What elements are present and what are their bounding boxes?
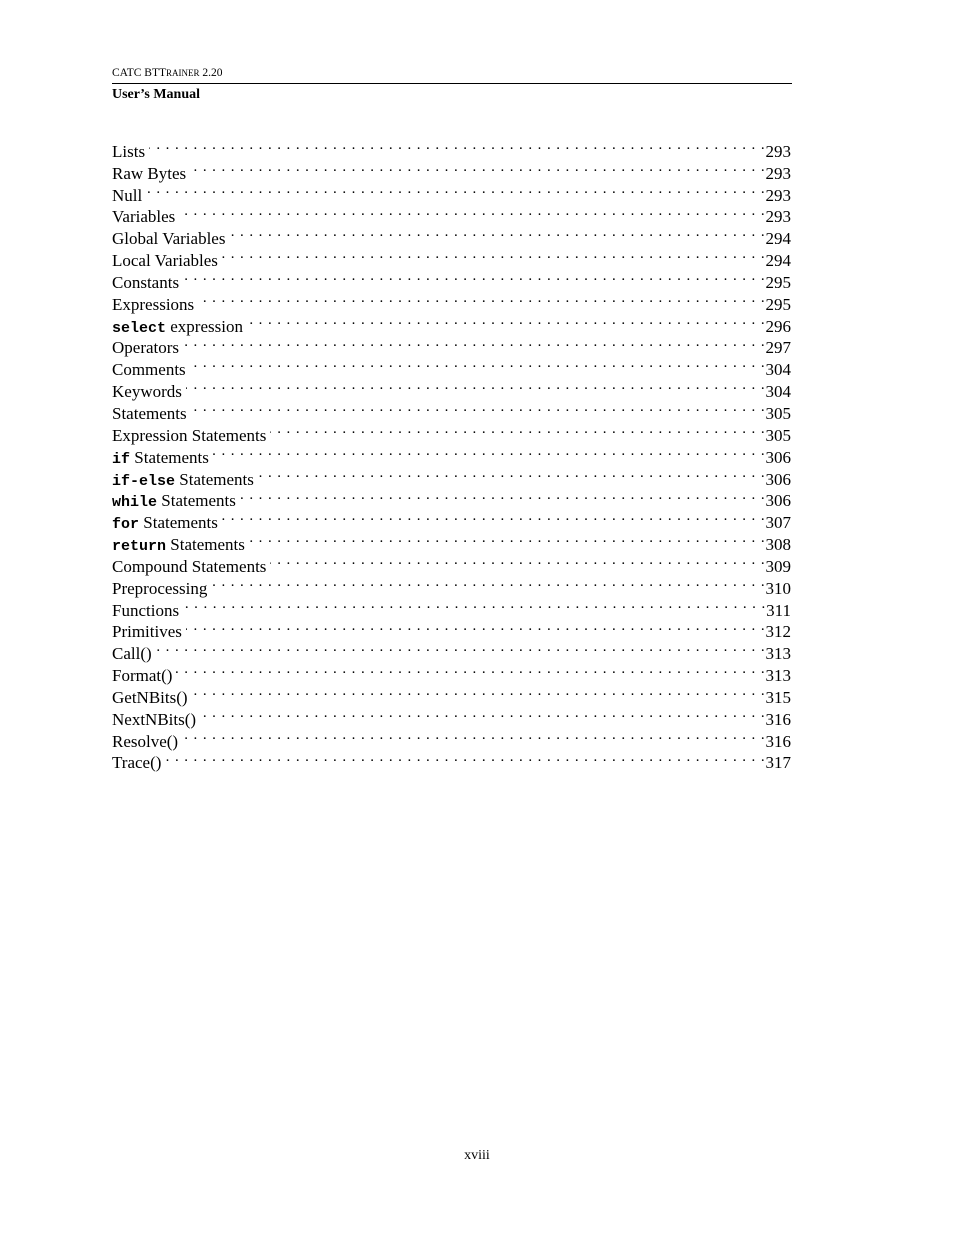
toc-entry-page: 311	[766, 600, 791, 620]
toc-entry-text: expression	[166, 316, 243, 336]
toc-entry-label	[112, 752, 165, 774]
dot-leader	[192, 681, 766, 703]
toc-entry-text: Primitives	[112, 622, 182, 642]
dot-leader	[213, 441, 766, 463]
toc-entry-label	[112, 359, 190, 381]
toc-entry-text: Statements	[112, 403, 187, 423]
toc-entry-page: 293	[765, 185, 791, 205]
product-version: 2.20	[199, 67, 223, 79]
table-of-contents	[112, 135, 791, 773]
toc-entry-text: Lists	[112, 141, 146, 161]
toc-entry-text: Statements	[175, 469, 254, 489]
dot-leader	[149, 135, 765, 157]
dot-leader	[247, 310, 766, 332]
toc-entry[interactable]	[112, 397, 791, 423]
toc-entry-text: Statements	[166, 535, 245, 555]
toc-entry-page: 296	[765, 316, 791, 336]
product-smallcaps: RAINER	[166, 68, 200, 78]
toc-entry-text: Variables	[112, 207, 176, 227]
toc-entry[interactable]	[112, 572, 791, 598]
toc-entry-label	[112, 141, 149, 163]
toc-entry-page: 313	[765, 644, 791, 664]
toc-entry-label	[112, 228, 229, 250]
toc-entry[interactable]	[112, 747, 791, 773]
manual-title: User’s Manual	[112, 87, 201, 102]
dot-leader	[183, 332, 765, 354]
toc-entry-page: 307	[765, 513, 791, 533]
toc-entry-label	[112, 381, 186, 403]
dot-leader	[249, 528, 766, 550]
toc-entry[interactable]	[112, 288, 791, 314]
dot-leader	[211, 572, 765, 594]
page-number: xviii	[464, 1148, 490, 1163]
toc-entry-label	[112, 272, 183, 294]
toc-entry-code: select	[112, 319, 167, 337]
toc-entry-text: GetNBits()	[112, 687, 188, 707]
dot-leader	[186, 616, 766, 638]
toc-entry-page: 306	[765, 447, 791, 467]
dot-leader	[222, 244, 766, 266]
toc-entry-code: while	[112, 494, 158, 512]
toc-entry-text: Global Variables	[112, 229, 226, 249]
toc-entry-page: 295	[765, 294, 791, 314]
toc-entry[interactable]	[112, 594, 791, 620]
dot-leader	[258, 463, 766, 485]
toc-entry-page: 294	[765, 229, 791, 249]
toc-entry-code: if	[112, 450, 131, 468]
dot-leader	[222, 506, 766, 528]
toc-entry-text: Call()	[112, 644, 152, 664]
toc-entry-label	[112, 185, 146, 207]
toc-entry[interactable]	[112, 681, 791, 707]
toc-entry-page: 304	[765, 382, 791, 402]
toc-entry-text: Raw Bytes	[112, 163, 187, 183]
dot-leader	[182, 725, 765, 747]
header-rule	[112, 83, 792, 84]
toc-entry-label	[112, 294, 198, 316]
toc-entry-page: 316	[765, 731, 791, 751]
toc-entry-text: Statements	[139, 513, 218, 533]
toc-entry-text: Statements	[157, 491, 236, 511]
toc-entry[interactable]	[112, 135, 791, 161]
toc-entry-page: 294	[765, 251, 791, 271]
toc-entry-page: 306	[765, 491, 791, 511]
toc-entry[interactable]	[112, 463, 791, 490]
toc-entry-page: 304	[765, 360, 791, 380]
dot-leader	[240, 485, 766, 507]
toc-entry[interactable]	[112, 725, 791, 751]
toc-entry-page: 309	[765, 556, 791, 576]
product-name	[112, 66, 792, 80]
toc-entry-page: 306	[765, 469, 791, 489]
dot-leader	[270, 419, 765, 441]
toc-entry-page: 293	[765, 141, 791, 161]
toc-entry-text: Operators	[112, 338, 180, 358]
toc-entry-text: Trace()	[112, 753, 162, 773]
toc-entry[interactable]	[112, 659, 791, 686]
toc-entry-label	[112, 403, 191, 425]
toc-entry-text: NextNBits()	[112, 709, 197, 729]
toc-entry-label	[112, 643, 156, 665]
toc-entry-label	[112, 512, 222, 536]
dot-leader	[200, 703, 765, 725]
toc-entry[interactable]	[112, 703, 791, 729]
product-prefix: CATC BTT	[112, 67, 166, 79]
dot-leader	[165, 747, 765, 769]
toc-entry-label	[112, 469, 258, 493]
toc-entry-label	[112, 534, 249, 558]
toc-entry-page: 313	[765, 666, 791, 686]
toc-entry[interactable]	[112, 179, 791, 205]
toc-entry-code: return	[112, 538, 167, 556]
toc-entry-page: 312	[765, 622, 791, 642]
dot-leader	[186, 375, 766, 397]
toc-entry-page: 308	[765, 535, 791, 555]
dot-leader	[190, 157, 765, 179]
toc-entry-text: Functions	[112, 600, 180, 620]
toc-entry-text: Preprocessing	[112, 578, 208, 598]
toc-entry[interactable]	[112, 201, 791, 227]
toc-entry-label	[112, 665, 176, 687]
toc-entry-page: 293	[765, 207, 791, 227]
toc-entry[interactable]	[112, 441, 791, 468]
dot-leader	[183, 594, 766, 616]
dot-leader	[183, 266, 765, 288]
toc-entry-page: 316	[765, 709, 791, 729]
toc-entry-label	[112, 206, 179, 228]
toc-entry-text: Expressions	[112, 294, 195, 314]
dot-leader	[190, 353, 766, 375]
toc-entry-label	[112, 337, 183, 359]
toc-entry-text: Format()	[112, 666, 173, 686]
toc-entry-page: 317	[765, 753, 791, 773]
dot-leader	[229, 222, 765, 244]
dot-leader	[191, 397, 766, 419]
running-header	[112, 66, 792, 103]
dot-leader	[156, 637, 766, 659]
toc-entry-page: 293	[765, 163, 791, 183]
toc-entry-page: 305	[765, 403, 791, 423]
toc-entry-code: for	[112, 516, 140, 534]
toc-entry-text: Constants	[112, 272, 180, 292]
toc-entry-text: Local Variables	[112, 251, 218, 271]
toc-entry-label	[112, 687, 192, 709]
toc-entry[interactable]	[112, 332, 791, 358]
toc-entry[interactable]	[112, 637, 791, 664]
toc-entry-page: 315	[765, 687, 791, 707]
toc-entry[interactable]	[112, 266, 791, 292]
toc-entry-label	[112, 490, 240, 514]
dot-leader	[198, 288, 765, 310]
toc-entry[interactable]	[112, 157, 791, 183]
toc-entry[interactable]	[112, 375, 791, 402]
dot-leader	[270, 550, 765, 572]
toc-entry[interactable]	[112, 616, 791, 642]
toc-entry-text: Compound Statements	[112, 556, 267, 576]
dot-leader	[176, 659, 765, 681]
toc-entry-text: Resolve()	[112, 731, 179, 751]
toc-entry-page: 295	[765, 272, 791, 292]
toc-entry-code: if-else	[112, 472, 176, 490]
toc-entry-text: Null	[112, 185, 143, 205]
toc-entry[interactable]	[112, 353, 791, 380]
toc-entry-page: 305	[765, 425, 791, 445]
toc-entry-page: 310	[765, 578, 791, 598]
toc-entry-text: Keywords	[112, 382, 182, 402]
toc-entry[interactable]	[112, 419, 791, 445]
toc-entry-label	[112, 447, 213, 471]
toc-entry[interactable]	[112, 222, 791, 249]
dot-leader	[179, 201, 765, 223]
toc-entry-label	[112, 600, 183, 622]
dot-leader	[146, 179, 765, 201]
toc-entry-page: 297	[765, 338, 791, 358]
toc-entry-text: Statements	[130, 447, 209, 467]
toc-entry[interactable]	[112, 310, 791, 337]
toc-entry-text: Comments	[112, 360, 186, 380]
toc-entry-text: Expression Statements	[112, 425, 267, 445]
